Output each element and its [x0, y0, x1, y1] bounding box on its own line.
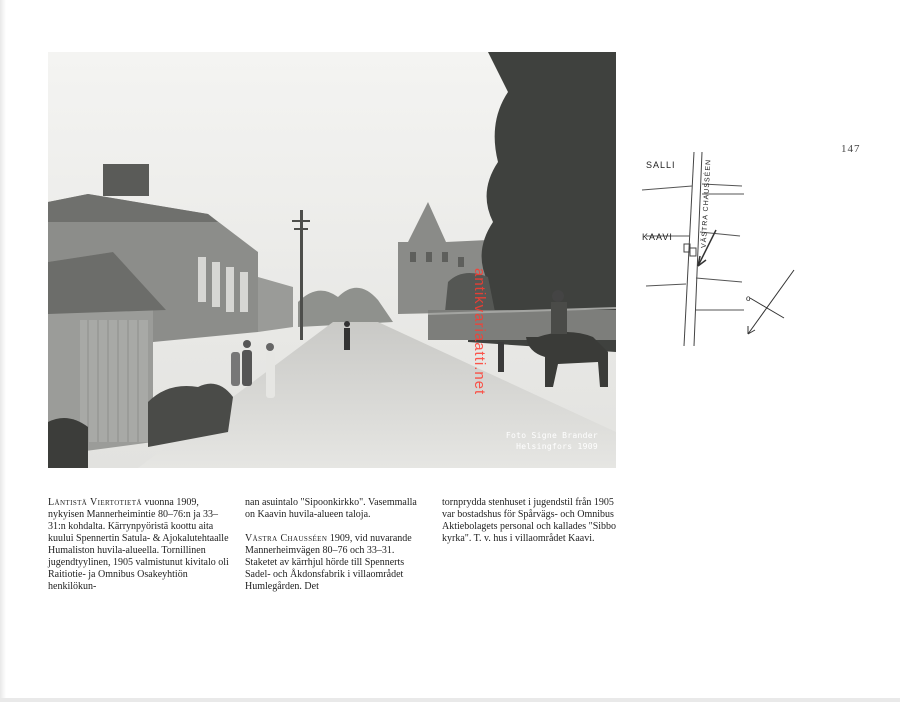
- page-bottom-edge: [0, 698, 900, 702]
- page-number: 147: [841, 143, 861, 155]
- caption-text-swedish: 1909, vid nuvarande Mannerheimvägen 80–76 och 33–31. Staketet av kärrhjul hörde till Spennerts Sadel- och Åkdonsfabrik i villaområdet Humlegården. Det: [245, 533, 412, 592]
- watermark-text: antikvariaatti.net: [471, 268, 488, 396]
- caption-column-3: [442, 497, 622, 557]
- map-drawing: [636, 148, 806, 358]
- caption-paragraph-swedish: [245, 533, 427, 593]
- map-label-salli: SALLI: [646, 160, 676, 170]
- caption-heading-finnish: Läntistä Viertotietä: [48, 497, 142, 508]
- caption-column-2: [245, 497, 427, 605]
- caption-text-finnish-continued: nan asuintalo "Sipoonkirkko". Vasemmalla on Kaavin huvila-alueen taloja.: [245, 497, 417, 520]
- photo-credit-line1: Foto Signe Brander: [505, 431, 598, 440]
- photo-credit-line2: Helsingfors 1909: [516, 442, 598, 451]
- page-gutter-shadow: [0, 0, 6, 702]
- location-sketch-map: [636, 148, 806, 358]
- photo-credit: [506, 430, 598, 452]
- caption-column-1: [48, 497, 230, 605]
- street-scene-illustration: [48, 52, 616, 468]
- caption-text-finnish: vuonna 1909, nykyisen Mannerheimintie 80–76:n ja 33–31:n kohdalta. Kärrynpyöristä koottu aita kuului Spennertin Satula- & Ajokalutehtaalle Humaliston huvila-alueella. Tornillinen jugendtyylinen, 1905 valmistunut kivitalo oli Raitiotie- ja Omnibus Osakeyhtiön henkilökun-: [48, 497, 229, 592]
- map-label-road: VÄSTRA CHAUSSÉEN: [700, 158, 713, 249]
- historical-photo: [48, 52, 616, 468]
- caption-text-swedish-continued: tornprydda stenhuset i jugendstil från 1905 var bostadshus för Spårvägs- och Omnibus Aktiebolagets personal och kallades "Sibbo kyrka". T. v. hus i villaområdet Kaavi.: [442, 497, 617, 544]
- map-label-kaavi: KAAVI: [642, 232, 673, 242]
- caption-heading-swedish: Västra Chausséen: [245, 533, 328, 544]
- map-marker-small: o: [746, 294, 752, 303]
- caption-paragraph-finnish: [48, 497, 230, 593]
